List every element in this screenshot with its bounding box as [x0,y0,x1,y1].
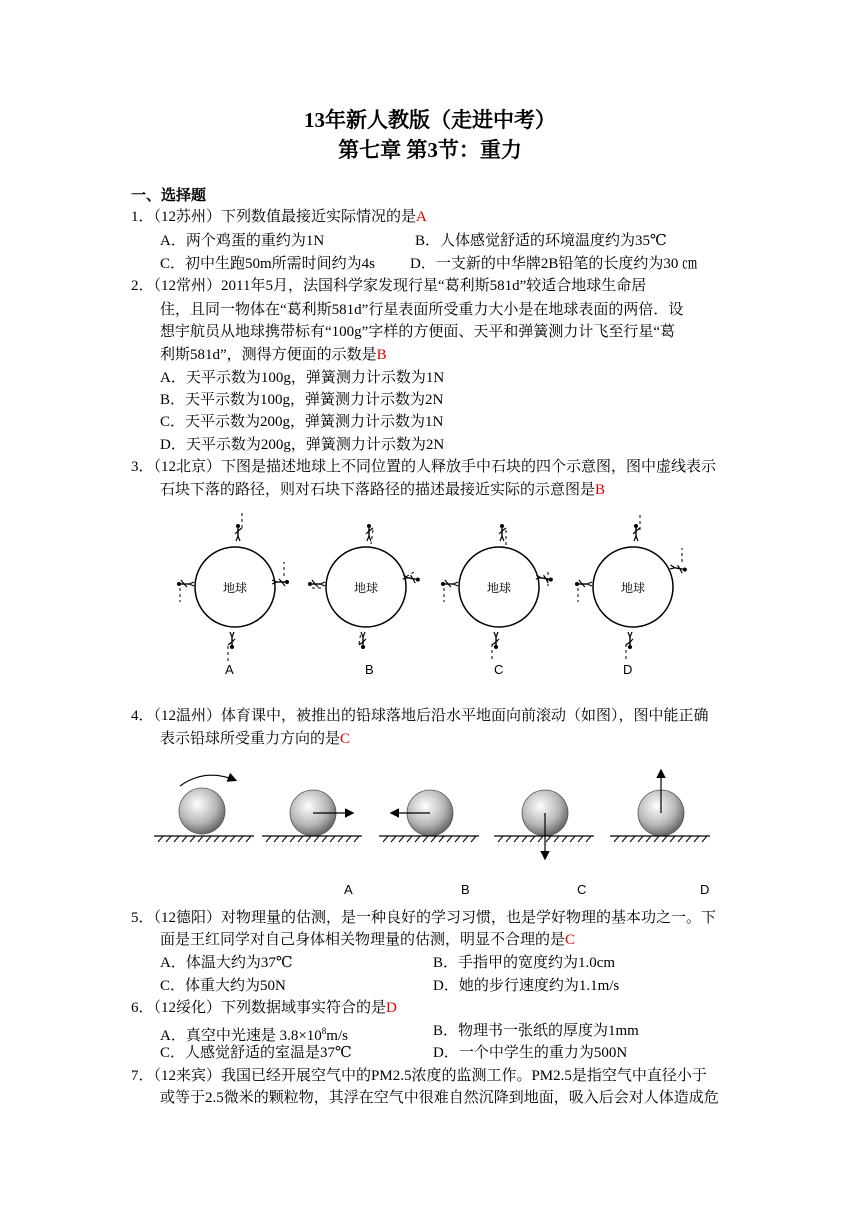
option-a: A．真空中光速是 $3.8\times 10^8m/s$ [160,1026,348,1044]
option-a: A．天平示数为100g，弹簧测力计示数为1N [160,370,445,386]
doc-title-line1: 13年新人教版（走进中考） [304,108,556,132]
question-stem-line1: （12温州）体育课中，被推出的铅球落地后沿水平地面向前滚动（如图），图中能正确 [153,708,709,724]
earth-label: 地球 [620,581,646,595]
option-a: A．两个鸡蛋的重约为1N [160,233,325,249]
earth-figure-c [441,524,553,660]
question-1 [131,207,427,227]
option-c: C．初中生跑50m所需时间约为4s [160,256,376,272]
option-c: C．天平示数为200g，弹簧测力计示数为1N [160,414,444,430]
question-stem-line1: （12常州）2011年5月，法国科学家发现行星“葛利斯581d”较适合地球生命居 [153,278,647,294]
option-c: C．体重大约为50N [160,978,286,994]
question-stem-line2: 表示铅球所受重力方向的是C [160,731,351,747]
shot-put-figures [150,764,730,864]
question-number: 5． [131,910,154,926]
shot-put-option-c [494,790,594,858]
option-d: D．一支新的中华牌2B铅笔的长度约为30 ㎝ [410,256,698,272]
earth-figure-d [575,514,687,660]
question-stem-line2: 面是王红同学对自己身体相关物理量的估测，明显不合理的是C [160,932,576,948]
question-stem-line2: 住，且同一物体在“葛利斯581d”行星表面所受重力大小是在地球表面的两倍．设 [160,302,684,318]
answer-mark: B [376,347,387,363]
figure-label-a: A [344,882,353,897]
earth-label: 地球 [486,581,512,595]
question-number: 7． [131,1068,154,1084]
option-b: B．天平示数为100g，弹簧测力计示数为2N [160,392,444,408]
question-2 [131,276,646,296]
earth-figure-a [177,512,289,662]
question-stem-line2: 或等于2.5微米的颗粒物，其浮在空气中很难自然沉降到地面，吸入后会对人体造成危 [160,1090,719,1106]
answer-mark: A [416,209,427,225]
option-d: D．一个中学生的重力为500N [433,1045,628,1061]
shot-put-option-a [262,790,362,842]
question-number: 2． [131,278,154,294]
shot-put-option-b [379,790,479,842]
shot-put-option-d [610,771,710,842]
question-stem-line1: （12来宾）我国已经开展空气中的PM2.5浓度的监测工作。PM2.5是指空气中直径小于 [153,1068,707,1084]
option-b: B．手指甲的宽度约为1.0cm [433,955,616,971]
option-c: C．人感觉舒适的室温是37℃ [160,1045,352,1061]
figure-label-c: C [494,662,504,677]
question-number: 4． [131,708,154,724]
question-3 [131,457,716,477]
question-stem-line2: 石块下落的路径，则对石块下落路径的描述最接近实际的示意图是B [160,482,606,498]
shot-put-reference [154,775,254,842]
question-6 [131,998,397,1018]
question-number: 1． [131,209,154,225]
earth-figure-b [308,524,420,649]
question-stem-line1: （12德阳）对物理量的估测，是一种良好的学习习惯，也是学好物理的基本功之一。下 [153,910,717,926]
question-number: 3． [131,459,154,475]
earth-figures [160,510,700,678]
answer-mark: C [565,932,576,948]
option-a: A．体温大约为37℃ [160,955,293,971]
option-d: D．天平示数为200g，弹簧测力计示数为2N [160,437,445,453]
question-number: 6． [131,1000,154,1016]
question-5 [131,908,716,928]
figure-label-b: B [461,882,470,897]
figure-label-c: C [577,882,587,897]
option-b: B．物理书一张纸的厚度为1mm [433,1023,639,1039]
question-stem-line4: 利斯581d”，测得方便面的示数是B [160,347,387,363]
question-stem: （12苏州）下列数值最接近实际情况的是 [153,209,417,225]
question-stem-line1: （12北京）下图是描述地球上不同位置的人释放手中石块的四个示意图，图中虚线表示 [153,459,717,475]
option-d: D．她的步行速度约为1.1m/s [433,978,620,994]
question-4 [131,706,709,726]
figure-label-d: D [623,662,633,677]
figure-label-a: A [225,662,234,677]
question-stem-line3: 想宇航员从地球携带标有“100g”字样的方便面、天平和弹簧测力计飞至行星“葛 [160,324,675,340]
earth-label: 地球 [222,581,248,595]
answer-mark: D [386,1000,397,1016]
answer-mark: B [595,482,606,498]
figure-label-d: D [700,882,710,897]
section-heading: 一、选择题 [131,188,207,204]
question-7 [131,1066,707,1086]
figure-label-b: B [365,662,374,677]
option-b: B．人体感觉舒适的环境温度约为35℃ [415,233,667,249]
answer-mark: C [340,731,351,747]
question-stem: （12绥化）下列数据域事实符合的是 [153,1000,387,1016]
doc-title-line2: 第七章 第3节：重力 [338,138,522,162]
earth-label: 地球 [353,581,379,595]
